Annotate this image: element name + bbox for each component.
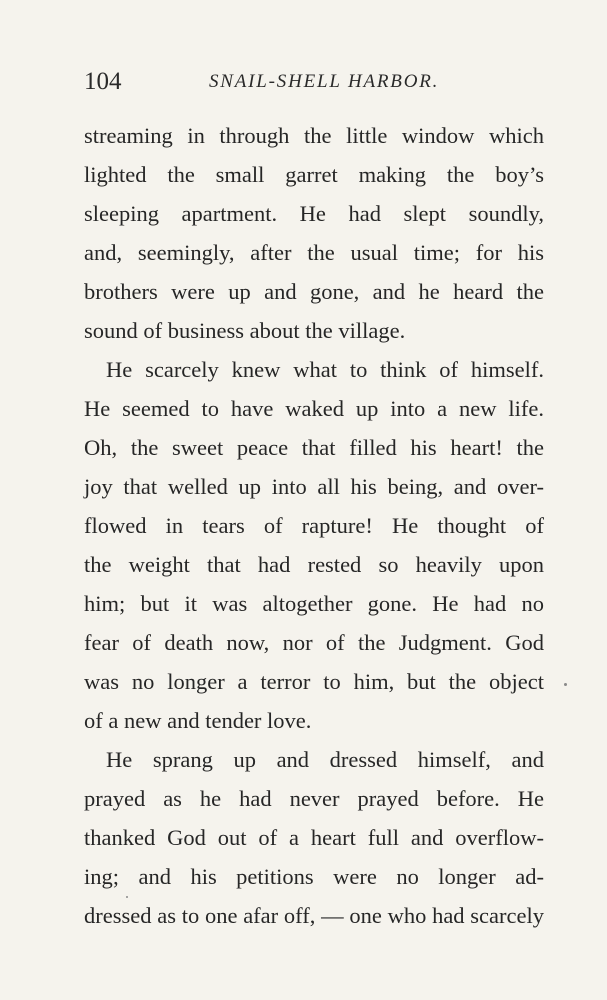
ink-speck bbox=[126, 896, 128, 898]
text-line: Oh, the sweet peace that filled his heart! the bbox=[84, 435, 544, 460]
running-title: SNAIL-SHELL HARBOR. bbox=[209, 71, 440, 92]
text-line: fear of death now, nor of the Judgment. God bbox=[84, 630, 544, 655]
text-line: prayed as he had never prayed before. He bbox=[84, 786, 544, 811]
text-line: lighted the small garret making the boy’s bbox=[84, 162, 544, 187]
text-line: was no longer a terror to him, but the object bbox=[84, 669, 544, 694]
text-line: the weight that had rested so heavily upon bbox=[84, 552, 544, 577]
text-line: thanked God out of a heart full and overflow- bbox=[84, 825, 544, 850]
ink-speck bbox=[564, 683, 567, 686]
text-line: ing; and his petitions were no longer ad- bbox=[84, 864, 544, 889]
text-line: He sprang up and dressed himself, and bbox=[106, 747, 544, 772]
text-line: He scarcely knew what to think of himself. bbox=[106, 357, 544, 382]
text-line: joy that welled up into all his being, and over- bbox=[84, 474, 544, 499]
text-line: He seemed to have waked up into a new life. bbox=[84, 396, 544, 421]
text-line: flowed in tears of rapture! He thought of bbox=[84, 513, 544, 538]
text-line: sound of business about the village. bbox=[84, 318, 406, 343]
text-line: of a new and tender love. bbox=[84, 708, 312, 733]
body-text bbox=[84, 116, 544, 935]
page-header bbox=[84, 68, 544, 108]
text-line: and, seemingly, after the usual time; for his bbox=[84, 240, 544, 265]
text-line: streaming in through the little window which bbox=[84, 123, 544, 148]
text-line: him; but it was altogether gone. He had no bbox=[84, 591, 544, 616]
text-line: dressed as to one afar off, — one who had scarcely bbox=[84, 903, 544, 928]
text-line: brothers were up and gone, and he heard the bbox=[84, 279, 544, 304]
text-line: sleeping apartment. He had slept soundly, bbox=[84, 201, 544, 226]
page-number: 104 bbox=[84, 68, 122, 95]
